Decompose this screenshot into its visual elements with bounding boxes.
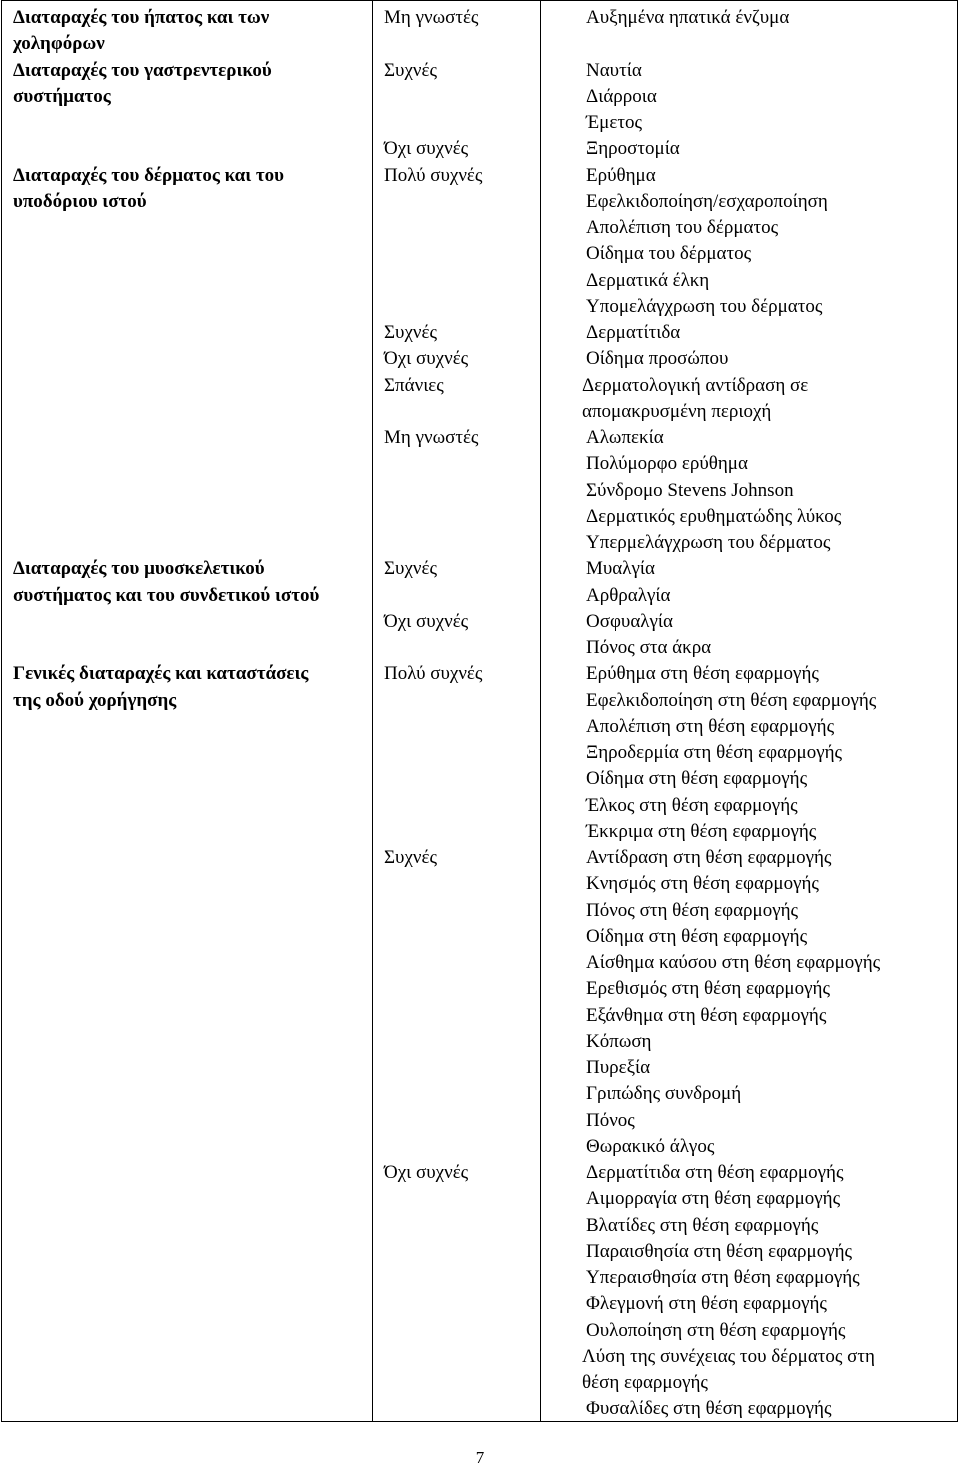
adverse-reaction-item: Βλατίδες στη θέση εφαρμογής [586,1214,819,1236]
adverse-reaction-item: Δερματολογική αντίδραση σε [582,374,809,396]
adverse-reaction-item: Αρθραλγία [586,584,671,606]
adverse-reaction-item: Φλεγμονή στη θέση εφαρμογής [586,1293,827,1315]
system-organ-class-label: Διαταραχές του ήπατος και των [13,7,270,28]
frequency-label: Συχνές [384,847,437,868]
frequency-label: Μη γνωστές [384,7,479,28]
adverse-reaction-item: Υπεραισθησία στη θέση εφαρμογής [586,1267,860,1288]
adverse-reaction-item: Μυαλγία [586,558,655,580]
adverse-reaction-item: Εφελκιδοποίηση/εσχαροποίηση [586,190,828,212]
adverse-reaction-item: Έλκος στη θέση εφαρμογής [586,794,798,816]
adverse-reaction-item: Σύνδρομο Stevens Johnson [586,479,794,501]
adverse-reaction-item: Πόνος [586,1109,635,1131]
adverse-reaction-item: Απολέπιση του δέρματος [586,217,779,238]
adverse-reaction-item: απομακρυσμένη περιοχή [582,400,772,422]
adverse-reaction-item: Ναυτία [586,59,642,81]
frequency-label: Πολύ συχνές [384,663,483,685]
adverse-reaction-item: Εξάνθημα στη θέση εφαρμογής [586,1004,827,1026]
adverse-reaction-item: Αντίδραση στη θέση εφαρμογής [586,847,832,868]
adverse-reaction-item: Οσφυαλγία [586,610,673,632]
adverse-reaction-item: Απολέπιση στη θέση εφαρμογής [586,715,835,737]
adverse-reaction-item: Οίδημα του δέρματος [586,243,752,265]
adverse-reaction-item: Έκκριμα στη θέση εφαρμογής [586,820,817,842]
frequency-label: Συχνές [384,322,437,343]
adverse-reaction-item: Δερματίτιδα στη θέση εφαρμογής [586,1162,844,1183]
system-organ-class-label: Διαταραχές του μυοσκελετικού [13,558,265,580]
adverse-reaction-item: Γριπώδης συνδρομή [586,1083,742,1105]
page-number: 7 [475,1448,485,1467]
system-organ-class-label: της οδού χορήγησης [13,689,177,711]
adverse-reaction-item: Υπερμελάγχρωση του δέρματος [586,532,831,553]
frequency-label: Όχι συχνές [384,1162,469,1183]
adverse-reaction-item: Θωρακικό άλγος [586,1135,715,1157]
system-organ-class-label: συστήματος και του συνδετικού ιστού [13,584,320,606]
adverse-reaction-item: Δερματικά έλκη [586,269,710,291]
adverse-reaction-item: Πόνος στα άκρα [586,637,712,658]
adverse-reaction-item: Παραισθησία στη θέση εφαρμογής [586,1240,853,1262]
column-divider [540,1,541,1421]
adverse-reaction-item: Υπομελάγχρωση του δέρματος [586,295,823,317]
adverse-reaction-item: Αίσθημα καύσου στη θέση εφαρμογής [586,952,881,973]
adverse-reaction-item: Αυξημένα ηπατικά ένζυμα [586,7,790,28]
adverse-reaction-item: Κνησμός στη θέση εφαρμογής [586,873,819,895]
adverse-reaction-item: Φυσαλίδες στη θέση εφαρμογής [586,1398,832,1420]
adverse-reaction-item: Οίδημα στη θέση εφαρμογής [586,768,808,790]
system-organ-class-label: υποδόριου ιστού [13,190,147,212]
adverse-reactions-table [1,0,958,1422]
column-divider [372,1,373,1421]
adverse-reaction-item: Εφελκιδοποίηση στη θέση εφαρμογής [586,689,877,711]
adverse-reaction-item: Οίδημα προσώπου [586,348,729,370]
system-organ-class-label: Διαταραχές του γαστρεντερικού [13,59,272,81]
system-organ-class-label: Γενικές διαταραχές και καταστάσεις [13,663,309,685]
system-organ-class-label: Διαταραχές του δέρματος και του [13,164,284,186]
adverse-reaction-item: Δερματίτιδα [586,322,681,343]
frequency-label: Όχι συχνές [384,348,469,370]
adverse-reaction-item: Οίδημα στη θέση εφαρμογής [586,925,808,947]
frequency-label: Μη γνωστές [384,427,479,448]
frequency-label: Συχνές [384,59,437,81]
adverse-reaction-item: Πολύμορφο ερύθημα [586,453,748,475]
frequency-label: Σπάνιες [384,374,444,396]
adverse-reaction-item: Ερύθημα [586,164,656,186]
adverse-reaction-item: Έμετος [586,112,643,133]
frequency-label: Όχι συχνές [384,138,469,160]
adverse-reaction-item: Ουλοποίηση στη θέση εφαρμογής [586,1319,846,1341]
adverse-reaction-item: Πυρεξία [586,1057,651,1078]
adverse-reaction-item: Ερύθημα στη θέση εφαρμογής [586,663,819,685]
frequency-label: Πολύ συχνές [384,164,483,186]
adverse-reaction-item: Πόνος στη θέση εφαρμογής [586,899,799,921]
adverse-reaction-item: Αιμορραγία στη θέση εφαρμογής [586,1188,841,1210]
adverse-reaction-item: Δερματικός ερυθηματώδης λύκος [586,505,842,527]
frequency-label: Συχνές [384,558,437,580]
system-organ-class-label: συστήματος [13,85,111,107]
adverse-reaction-item: Ξηροδερμία στη θέση εφαρμογής [586,742,843,763]
system-organ-class-label: χοληφόρων [13,33,105,55]
adverse-reaction-item: Ξηροστομία [586,138,680,160]
adverse-reaction-item: Ερεθισμός στη θέση εφαρμογής [586,978,830,1000]
adverse-reaction-item: Λύση της συνέχειας του δέρματος στη [582,1345,875,1367]
frequency-label: Όχι συχνές [384,610,469,632]
adverse-reaction-item: Αλωπεκία [586,427,664,448]
adverse-reaction-item: Διάρροια [586,85,657,107]
adverse-reaction-item: θέση εφαρμογής [582,1372,708,1393]
adverse-reaction-item: Κόπωση [586,1030,652,1052]
